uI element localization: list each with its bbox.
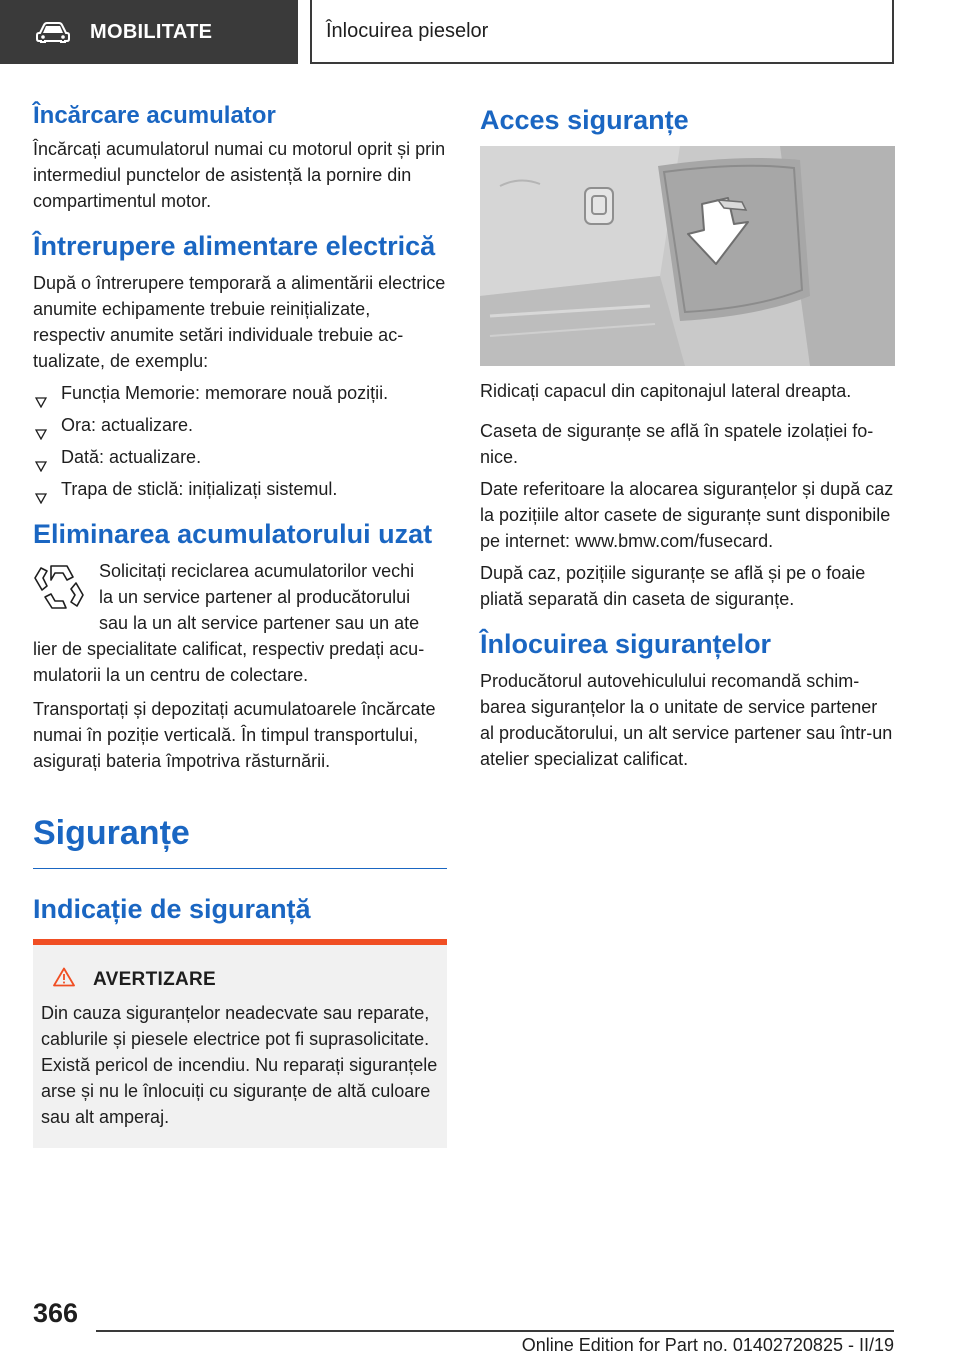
paragraph-disposal-line-3: sau la un alt service partener sau un ate xyxy=(99,613,420,633)
paragraph-power-interruption: După o întrerupere temporară a alimentării electrice anumite echipamente trebuie reinițializate, respectiv anumite setări individuale trebuie actualizate, de exemplu: xyxy=(33,273,446,371)
list-item xyxy=(33,380,447,406)
disposal-block xyxy=(33,558,447,688)
left-column xyxy=(33,100,447,1148)
footer-divider xyxy=(96,1330,894,1332)
paragraph-disposal-rest: lier de specialitate calificat, respectiv predați acumulatorii la un centru de colectare. xyxy=(33,639,425,685)
list-item-text: Trapa de sticlă: inițializați sistemul. xyxy=(61,479,338,499)
list-item-text: Funcția Memorie: memorare nouă poziții. xyxy=(61,383,389,403)
list-item xyxy=(33,412,447,438)
heading-power-interruption: Întrerupere alimentare electrică xyxy=(33,231,436,261)
paragraph-disposal-line-2: la un service partener al producătorului xyxy=(99,587,411,607)
right-column xyxy=(480,100,895,772)
paragraph-fuse-positions: După caz, pozițiile siguranțe se află și pe o foaie pliată separată din caseta de siguranțe. xyxy=(480,563,866,609)
warning-text: Din cauza siguranțelor neadecvate sau reparate, cablurile și piesele electrice pot fi suprasolicitate. Există pericol de incendiu. Nu reparați siguranțele arse și nu le înlocuiți cu siguranțe de altă culoare sau alt amperaj. xyxy=(41,1003,438,1127)
list-item-text: Ora: actualizare. xyxy=(61,415,194,435)
paragraph-battery-charging: Încărcați acumulatorul numai cu motorul oprit și prin intermediul punctelor de asistență la pornire din compartimentul motor. xyxy=(33,139,446,211)
heading-safety-note: Indicație de siguranță xyxy=(33,894,311,924)
list-reinitialization xyxy=(33,380,447,502)
list-item xyxy=(33,444,447,470)
paragraph-fuse-assignment: Date referitoare la alocarea siguranțelor și după caz la pozițiile altor casete de siguranțe sunt disponibile pe internet: www.bmw.com/fusecard. xyxy=(480,479,894,551)
heading-fuse-access: Acces siguranțe xyxy=(480,105,689,135)
footer-edition: Online Edition for Part no. 01402720825 - II/19 xyxy=(521,1335,894,1355)
paragraph-disposal-line-1: Solicitați reciclarea acumulatorilor vechi xyxy=(99,561,415,581)
header-tab-mobilitate[interactable] xyxy=(0,0,298,64)
recycle-icon xyxy=(33,560,85,617)
warning-title: AVERTIZARE xyxy=(93,968,216,990)
triangle-bullet-icon xyxy=(35,485,47,511)
heading-battery-disposal: Eliminarea acumulatorului uzat xyxy=(33,519,433,549)
warning-header xyxy=(53,967,439,992)
warning-box xyxy=(33,939,447,1148)
heading-battery-charging: Încărcare acumulator xyxy=(33,102,276,129)
car-icon xyxy=(36,21,70,43)
list-item xyxy=(33,476,447,502)
photo-caption: Ridicați capacul din capitonajul lateral dreapta. xyxy=(480,381,852,401)
header-tab-label: MOBILITATE xyxy=(90,20,213,43)
paragraph-fusebox-location: Caseta de siguranțe se află în spatele izolației fonice. xyxy=(480,421,874,467)
list-item-text: Dată: actualizare. xyxy=(61,447,202,467)
paragraph-fuse-replacement: Producătorul autovehiculului recomandă schimbarea siguranțelor la o unitate de service partener al producătorului, un alt service partener sau într-un atelier specializat calificat. xyxy=(480,671,893,769)
heading-fuse-replacement: Înlocuirea siguranțelor xyxy=(480,629,772,659)
header-chapter-title: Înlocuirea pieselor xyxy=(310,0,894,64)
section-title-fuses: Siguranțe xyxy=(33,812,447,869)
paragraph-transport: Transportați și depozitați acumulatoarele încărcate numai în poziție verticală. În timpul transportului, asigurați bateria împotriva răsturnării. xyxy=(33,699,436,771)
warning-triangle-icon xyxy=(53,967,75,992)
page-number: 366 xyxy=(33,1298,79,1328)
trunk-side-panel-photo xyxy=(480,146,895,366)
